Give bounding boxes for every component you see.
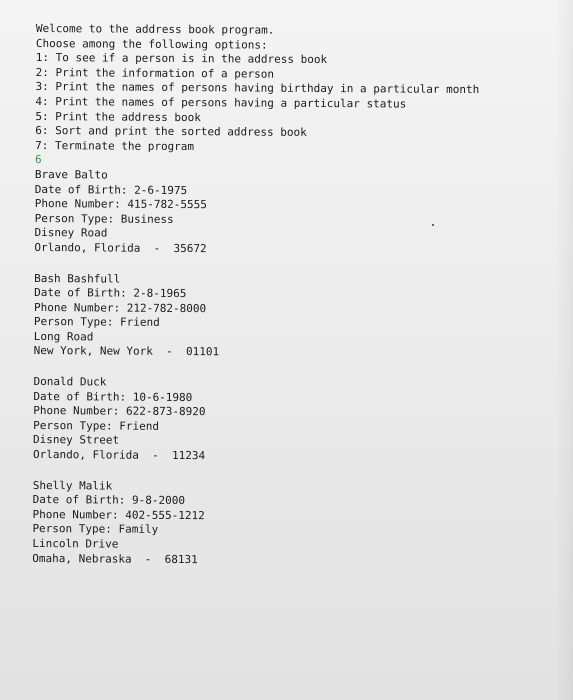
record-dob: Date of Birth: 9-8-2000	[32, 493, 186, 508]
record	[32, 479, 553, 570]
record-type: Person Type: Friend	[33, 418, 160, 433]
record-name: Donald Duck	[33, 375, 107, 389]
record-type: Person Type: Family	[32, 522, 159, 537]
record-name: Shelly Malik	[32, 478, 113, 493]
record-dob: Date of Birth: 10-6-1980	[33, 389, 193, 404]
record-name: Bash Bashfull	[34, 271, 121, 286]
menu-option-2: 2: Print the information of a person	[35, 65, 275, 81]
record-street: Long Road	[33, 329, 94, 344]
mouse-pointer-dot	[432, 224, 434, 226]
record-city: New York, New York - 01101	[33, 344, 220, 359]
menu-option-7: 7: Terminate the program	[35, 138, 195, 153]
menu-option-4: 4: Print the names of persons having a particular status	[35, 94, 407, 111]
prompt-line: Choose among the following options:	[35, 36, 268, 52]
record-dob: Date of Birth: 2-8-1965	[34, 286, 187, 301]
record	[34, 168, 555, 259]
menu-option-6: 6: Sort and print the sorted address book	[35, 124, 307, 140]
record-dob: Date of Birth: 2-6-1975	[34, 182, 188, 197]
record-type: Person Type: Friend	[33, 315, 160, 330]
record-street: Disney Street	[33, 433, 120, 448]
record-name: Brave Balto	[34, 167, 108, 182]
menu-option-5: 5: Print the address book	[35, 109, 201, 124]
record-street: Disney Road	[34, 226, 108, 240]
record-type: Person Type: Business	[34, 211, 174, 226]
record-street: Lincoln Drive	[32, 536, 119, 551]
record	[33, 375, 554, 466]
record-list	[32, 168, 555, 570]
menu-option-3: 3: Print the names of persons having birthday in a particular month	[35, 80, 480, 97]
record-phone: Phone Number: 415-782-5555	[34, 197, 207, 212]
user-input: 6	[34, 153, 42, 167]
record-city: Orlando, Florida - 35672	[34, 240, 207, 256]
welcome-line: Welcome to the address book program.	[35, 22, 275, 37]
screen-edge-shadow	[555, 0, 573, 700]
record-city: Omaha, Nebraska - 68131	[32, 551, 198, 566]
record-phone: Phone Number: 622-873-8920	[33, 404, 206, 419]
record	[34, 271, 555, 362]
console-output	[32, 22, 556, 570]
record-city: Orlando, Florida - 11234	[32, 448, 206, 463]
record-phone: Phone Number: 402-555-1212	[32, 507, 205, 523]
menu-option-1: 1: To see if a person is in the address book	[35, 51, 328, 67]
record-phone: Phone Number: 212-782-8000	[33, 300, 207, 315]
